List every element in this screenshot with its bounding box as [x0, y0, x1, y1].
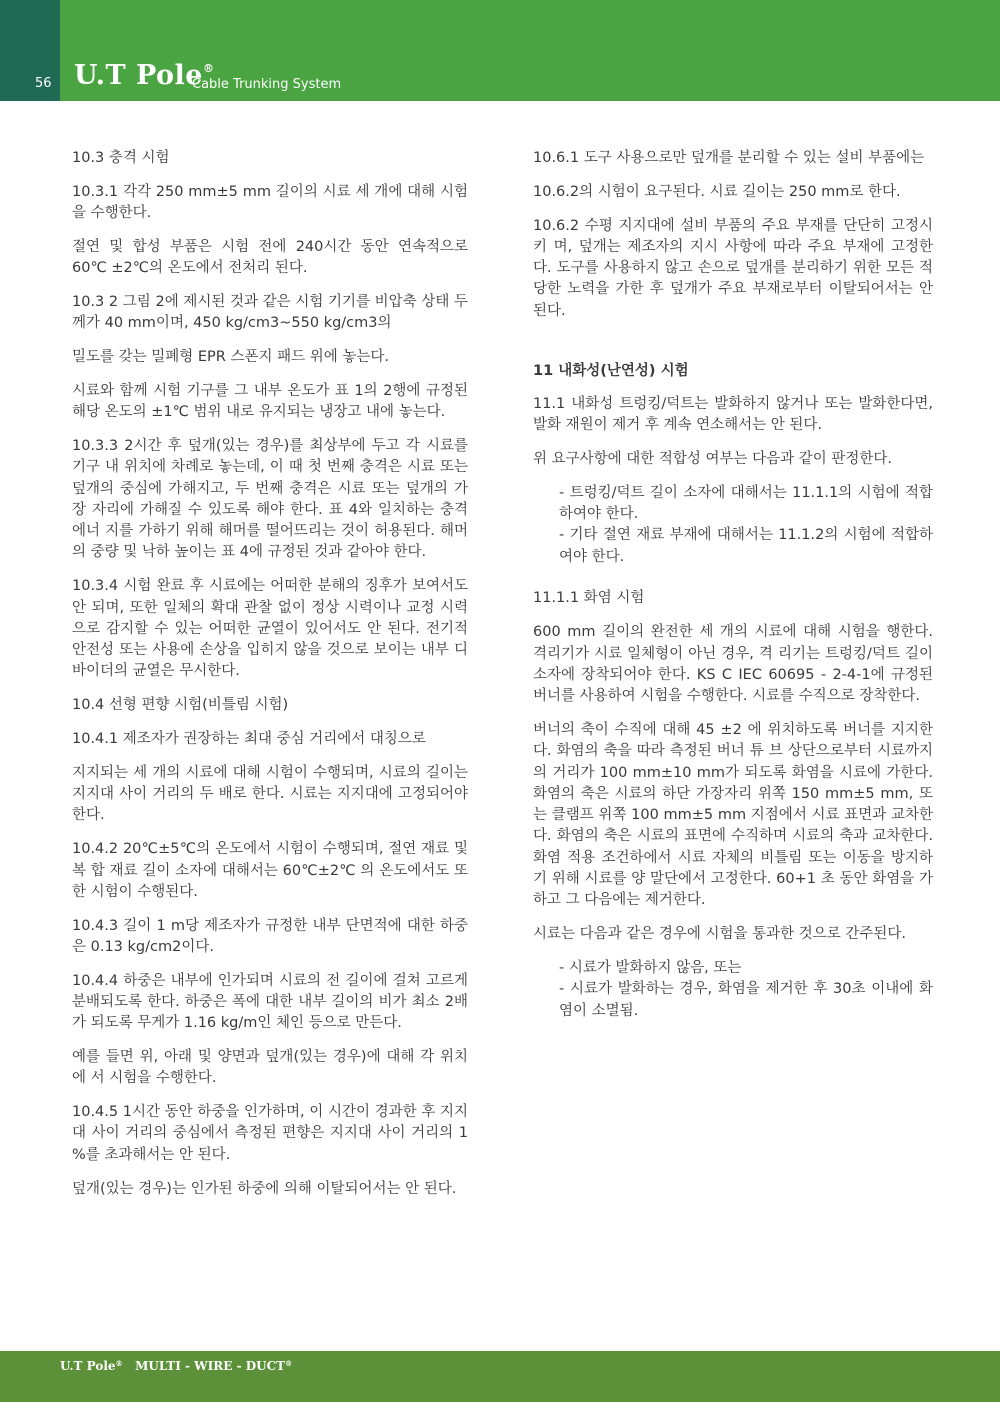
paragraph: 예를 들면 위, 아래 및 양면과 덮개(있는 경우)에 대해 각 위치에 서 시험을 수행한다.: [72, 1049, 468, 1087]
paragraph: 600 mm 길이의 완전한 세 개의 시료에 대해 시험을 행한다. 격리기가 시료 일체형이 아닌 경우, 격 리기는 트렁킹/덕트 길이 소자에 장착되어야 한다. KS C IEC 60695 - 2-4-1에 규정된 버너를 사용하여 시험을 수행한다. 시료를 수직으로 장착한다.: [533, 624, 933, 705]
paragraph: 10.3.1 각각 250 mm±5 mm 길이의 시료 세 개에 대해 시험을 수행한다.: [72, 183, 468, 222]
list-item: - 트렁킹/덕트 길이 소자에 대해서는 11.1.1의 시험에 적합하여야 한다.: [559, 484, 933, 523]
heading-11-1-1: 11.1.1 화염 시험: [533, 590, 645, 607]
registered-mark: ®: [285, 1359, 293, 1368]
paragraph: 지지되는 세 개의 시료에 대해 시험이 수행되며, 시료의 길이는 지지대 사이 거리의 두 배로 한다. 시료는 지지대에 고정되어야 한다.: [72, 764, 468, 824]
footer-product: MULTI - WIRE - DUCT: [135, 1359, 286, 1373]
paragraph: 10.6.2의 시험이 요구된다. 시료 길이는 250 mm로 한다.: [533, 183, 901, 200]
paragraph: 시료는 다음과 같은 경우에 시험을 통과한 것으로 간주된다.: [533, 926, 907, 943]
right-column: [533, 148, 933, 1034]
paragraph: 11.1 내화성 트렁킹/덕트는 발화하지 않거나 또는 발화한다면, 발화 재원이 제거 후 계속 연소해서는 안 된다.: [533, 395, 933, 434]
footer-bar: [0, 1351, 1000, 1402]
paragraph: 10.6.2 수평 지지대에 설비 부품의 주요 부재를 단단히 고정시키 며, 덮개는 제조자의 지시 사항에 따라 주요 부재에 고정한다. 도구를 사용하지 않고 손으로 덮개를 분리하기 위한 모든 적당한 노력을 가한 후 덮개가 주요 부재로부터 이탈되어서는 안 된다.: [533, 217, 933, 319]
footer-brand: U.T Pole: [60, 1359, 116, 1373]
registered-mark: ®: [202, 62, 215, 75]
paragraph: 10.3.4 시험 완료 후 시료에는 어떠한 분해의 징후가 보여서도 안 되며, 또한 일체의 확대 관찰 없이 정상 시력이나 교정 시력 으로 감지할 수 있는 어떠한 균열이 있어서도 안 된다. 전기적 안전성 또는 사용에 손상을 입히지 않을 것으로 보이는 내부 디바이더의 균열은 무시한다.: [72, 578, 468, 680]
section-title-11: 11 내화성(난연성) 시험: [533, 362, 689, 379]
brand-name: U.T Pole: [74, 60, 203, 91]
paragraph: 10.4.1 제조자가 권장하는 최대 중심 거리에서 대칭으로: [72, 731, 426, 748]
header-bar: [0, 0, 1000, 101]
section-gap: [533, 335, 933, 361]
list-item: - 시료가 발화하는 경우, 화염을 제거한 후 30초 이내에 화염이 소멸됨.: [559, 981, 933, 1019]
list-item: - 기타 절연 재료 부재에 대해서는 11.1.2의 시험에 적합하여야 한다.: [559, 527, 933, 565]
paragraph: 버너의 축이 수직에 대해 45 ±2 에 위치하도록 버너를 지지한다. 화염의 축을 따라 측정된 버너 튜 브 상단으로부터 시료까지의 거리가 100 mm±10 mm가 되도록 화염을 시료에 가한다. 화염의 축은 시료의 하단 가장자리 위쪽 150 mm±5 mm, 또는 클램프 위쪽 100 mm±5 mm 지점에서 시료 표면과 교차한다. 화염의 축은 시료의 표면에 수직하며 시료의 축과 교차한다. 화염 적용 조건하에서 시료 자체의 비틀림 또는 이동을 방지하기 위해 시료를 양 말단에서 고정한다. 60+1 초 동안 화염을 가하고 그 다음에는 제거한다.: [533, 721, 933, 909]
paragraph: 10.4.2 20℃±5℃의 온도에서 시험이 수행되며, 절연 재료 및 복 합 재료 길이 소자에 대해서는 60℃±2℃ 의 온도에서도 또한 시험이 수행된다.: [72, 841, 468, 900]
heading-10-3: 10.3 충격 시험: [72, 150, 170, 166]
paragraph: 10.4.5 1시간 동안 하중을 인가하며, 이 시간이 경과한 후 지지대 사이 거리의 중심에서 측정된 편향은 지지대 사이 거리의 1 %를 초과해서는 안 된다.: [72, 1104, 468, 1163]
paragraph: 10.3 2 그림 2에 제시된 것과 같은 시험 기기를 비압축 상태 두께가 40 mm이며, 450 kg/cm3~550 kg/cm3의: [72, 293, 468, 332]
paragraph: 덮개(있는 경우)는 인가된 하중에 의해 이탈되어서는 안 된다.: [72, 1180, 457, 1197]
paragraph: 밀도를 갖는 밀폐형 EPR 스폰지 패드 위에 놓는다.: [72, 349, 389, 366]
paragraph: 위 요구사항에 대한 적합성 여부는 다음과 같이 판정한다.: [533, 450, 893, 467]
paragraph: 10.3.3 2시간 후 덮개(있는 경우)를 최상부에 두고 각 시료를 기구 내 위치에 차례로 놓는데, 이 때 첫 번째 충격은 시료 또는 덮개의 중심에 가해지고, 두 번째 충격은 시료 또는 덮개의 가장 자리에 가해질 수 있도록 해야 한다. 표 4와 일치하는 충격 에너 지를 가하기 위해 해머를 떨어뜨리는 것이 허용된다. 해머의 중량 및 낙하 높이는 표 4에 규정된 것과 같아야 한다.: [72, 437, 468, 561]
paragraph: 10.6.1 도구 사용으로만 덮개를 분리할 수 있는 설비 부품에는: [533, 150, 925, 166]
paragraph: 10.4.3 길이 1 m당 제조자가 규정한 내부 단면적에 대한 하중은 0.13 kg/cm2이다.: [72, 917, 468, 955]
heading-10-4: 10.4 선형 편향 시험(비틀림 시험): [72, 697, 289, 714]
list-item: - 시료가 발화하지 않음, 또는: [559, 959, 742, 976]
page-number: 56: [35, 76, 52, 91]
registered-mark: ®: [115, 1359, 123, 1368]
header-subtitle: Cable Trunking System: [192, 77, 342, 92]
left-column: [72, 148, 468, 1212]
paragraph: 절연 및 합성 부품은 시험 전에 240시간 동안 연속적으로 60℃ ±2℃의 온도에서 전처리 된다.: [72, 238, 468, 277]
paragraph: 10.4.4 하중은 내부에 인가되며 시료의 전 길이에 걸쳐 고르게 분배되도록 한다. 하중은 폭에 대한 내부 길이의 비가 최소 2배가 되도록 무게가 1.16 kg/m인 체인 등으로 만든다.: [72, 972, 468, 1032]
footer-logo: [60, 1359, 292, 1373]
paragraph: 시료와 함께 시험 기구를 그 내부 온도가 표 1의 2행에 규정된 해당 온도의 ±1℃ 범위 내로 유지되는 냉장고 내에 놓는다.: [72, 382, 468, 421]
section-gap: [533, 580, 933, 588]
